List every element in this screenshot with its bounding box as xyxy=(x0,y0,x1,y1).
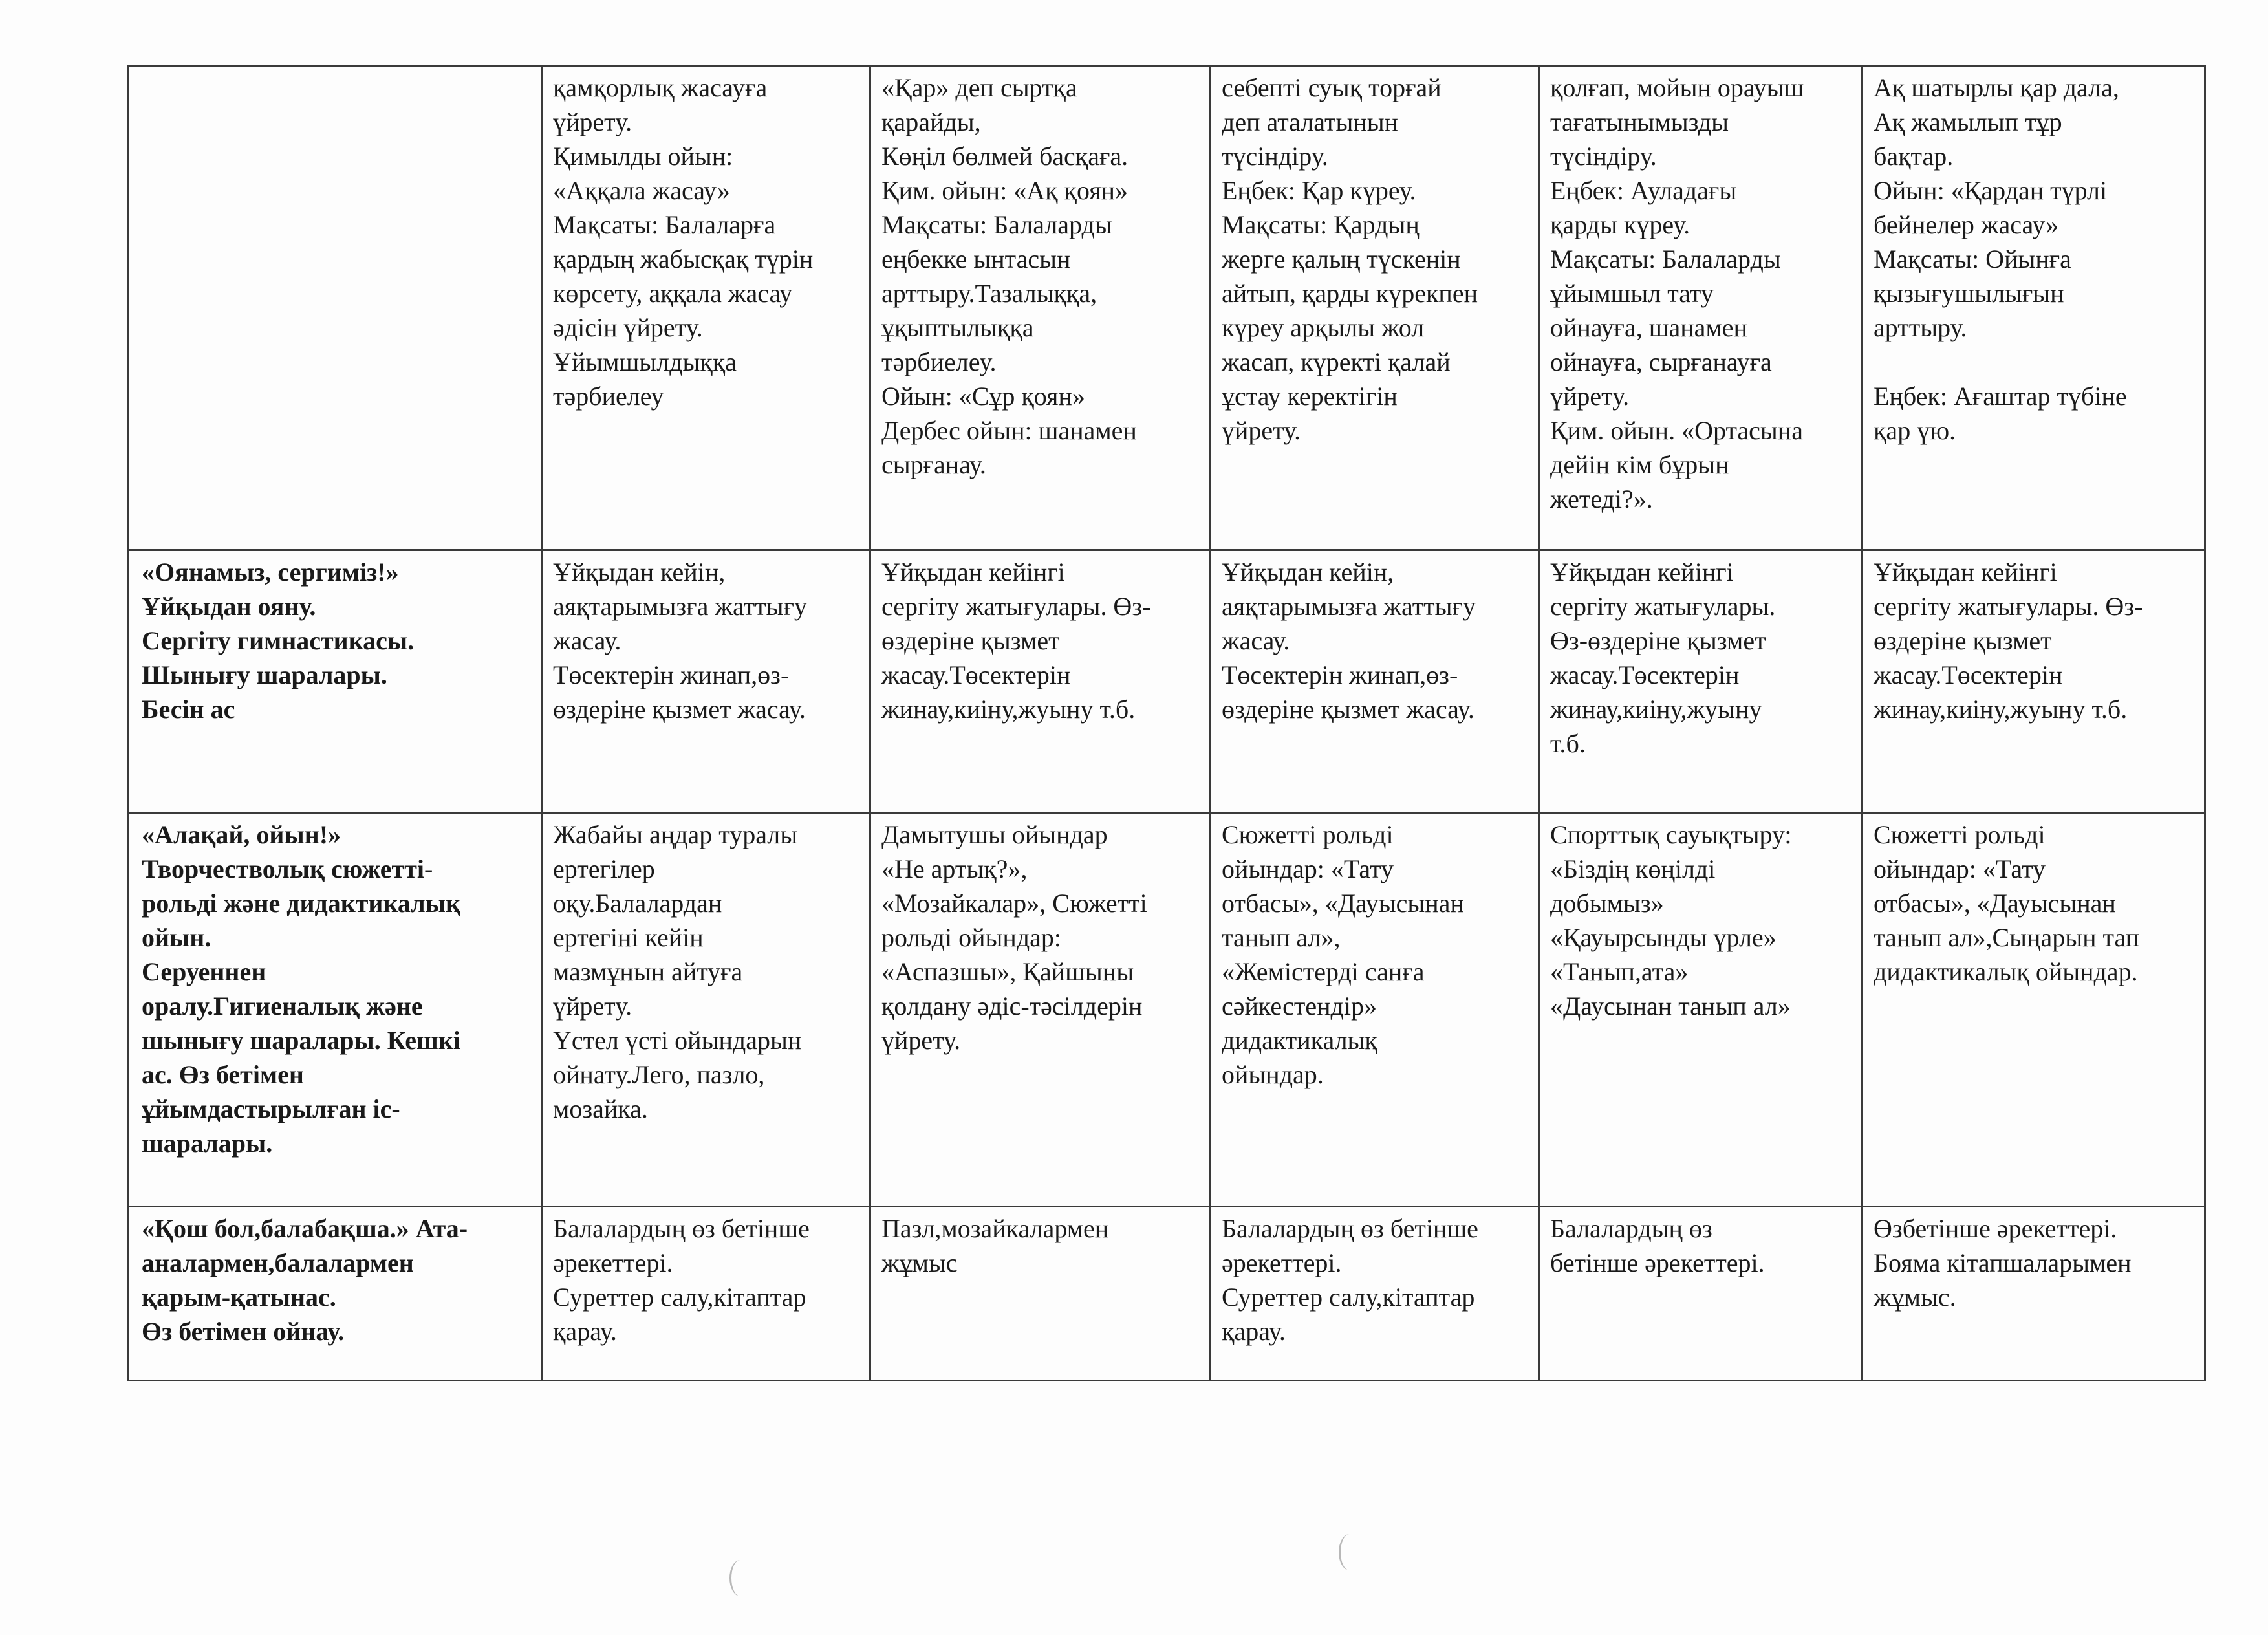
table-cell: Ұйқыдан кейінгі сергіту жатығулары. Өз-өздеріне қызмет жасау.Төсектерін жинау,киіну,жуыну т.б. xyxy=(1539,550,1863,813)
table-cell: Спорттық сауықтыру: «Біздің көңілді добымыз» «Қауырсынды үрле» «Танып,ата» «Даусынан танып ал» xyxy=(1539,813,1863,1207)
scan-mark xyxy=(1339,1534,1360,1570)
table-cell: Ұйқыдан кейінгі сергіту жатығулары. Өз- өздеріне қызмет жасау.Төсектерін жинау,киіну,жуыну т.б. xyxy=(1863,550,2205,813)
table-cell: Өзбетінше әрекеттері. Бояма кітапшаларымен жұмыс. xyxy=(1863,1207,2205,1381)
table-cell: Балалардың өз бетінше әрекеттері. Суреттер салу,кітаптар қарау. xyxy=(1211,1207,1539,1381)
table-row xyxy=(128,813,2205,1207)
table-cell: Сюжетті рольді ойындар: «Тату отбасы», «Дауысынан танып ал»,Сыңарын тап дидактикалық ойындар. xyxy=(1863,813,2205,1207)
table-cell: қамқорлық жасауға үйрету. Қимылды ойын: «Аққала жасау» Мақсаты: Балаларға қардың жабысқақ түрін көрсету, аққала жасау әдісін үйрету. Ұйымшылдыққа тәрбиелеу xyxy=(542,66,870,550)
table-cell: Дамытушы ойындар «Не артық?», «Мозайкалар», Сюжетті рольді ойындар: «Аспазшы», Қайшыны қолдану әдіс-тәсілдерін үйрету. xyxy=(870,813,1211,1207)
table-cell: Пазл,мозайкалармен жұмыс xyxy=(870,1207,1211,1381)
table-row xyxy=(128,66,2205,550)
table-cell: Ақ шатырлы қар дала, Ақ жамылып тұр бақтар. Ойын: «Қардан түрлі бейнелер жасау» Мақсаты: Ойынға қызығушылығын арттыру. Еңбек: Ағаштар түбіне қар үю. xyxy=(1863,66,2205,550)
table-row xyxy=(128,1207,2205,1381)
daily-plan-table xyxy=(127,65,2206,1381)
table-cell: Ұйқыдан кейін, аяқтарымызға жаттығу жасау. Төсектерін жинап,өз- өздеріне қызмет жасау. xyxy=(1211,550,1539,813)
table-cell: себепті суық торғай деп аталатынын түсіндіру. Еңбек: Қар күреу. Мақсаты: Қардың жерге қалың түскенін айтып, қарды күрекпен күреу арқылы жол жасап, күректі қалай ұстау керектігін үйрету. xyxy=(1211,66,1539,550)
table-cell: «Қар» деп сыртқа қарайды, Көңіл бөлмей басқаға. Қим. ойын: «Ақ қоян» Мақсаты: Балаларды еңбекке ынтасын арттыру.Тазалыққа, ұқыптылыққа тәрбиелеу. Ойын: «Сұр қоян» Дербес ойын: шанамен сырғанау. xyxy=(870,66,1211,550)
table-cell: қолғап, мойын орауыш тағатынымызды түсіндіру. Еңбек: Ауладағы қарды күреу. Мақсаты: Балаларды ұйымшыл тату ойнауға, шанамен ойнауға, сырғанауға үйрету. Қим. ойын. «Ортасына дейін кім бұрын жетеді?». xyxy=(1539,66,1863,550)
table-cell: Ұйқыдан кейінгі сергіту жатығулары. Өз- өздеріне қызмет жасау.Төсектерін жинау,киіну,жуыну т.б. xyxy=(870,550,1211,813)
table-cell: Балалардың өз бетінше әрекеттері. Суреттер салу,кітаптар қарау. xyxy=(542,1207,870,1381)
row-heading: «Қош бол,балабақша.» Ата- аналармен,балалармен қарым-қатынас. Өз бетімен ойнау. xyxy=(128,1207,542,1381)
row-heading: «Оянамыз, сергиміз!» Ұйқыдан ояну. Сергіту гимнастикасы. Шынығу шаралары. Бесін ас xyxy=(128,550,542,813)
table-row xyxy=(128,550,2205,813)
scan-mark xyxy=(729,1560,751,1596)
row-heading: «Алақай, ойын!» Творчестволық сюжетті- рольді және дидактикалық ойын. Серуеннен оралу.Гигиеналық және шынығу шаралары. Кешкі ас. Өз бетімен ұйымдастырылған іс- шаралары. xyxy=(128,813,542,1207)
table-cell: Ұйқыдан кейін, аяқтарымызға жаттығу жасау. Төсектерін жинап,өз- өздеріне қызмет жасау. xyxy=(542,550,870,813)
table-cell: Жабайы аңдар туралы ертегілер оқу.Балалардан ертегіні кейін мазмұнын айтуға үйрету. Үстел үсті ойындарын ойнату.Лего, пазло, мозайка. xyxy=(542,813,870,1207)
row-heading xyxy=(128,66,542,550)
table-cell: Сюжетті рольді ойындар: «Тату отбасы», «Дауысынан танып ал», «Жемістерді санға сәйкестендір» дидактикалық ойындар. xyxy=(1211,813,1539,1207)
table-cell: Балалардың өз бетінше әрекеттері. xyxy=(1539,1207,1863,1381)
